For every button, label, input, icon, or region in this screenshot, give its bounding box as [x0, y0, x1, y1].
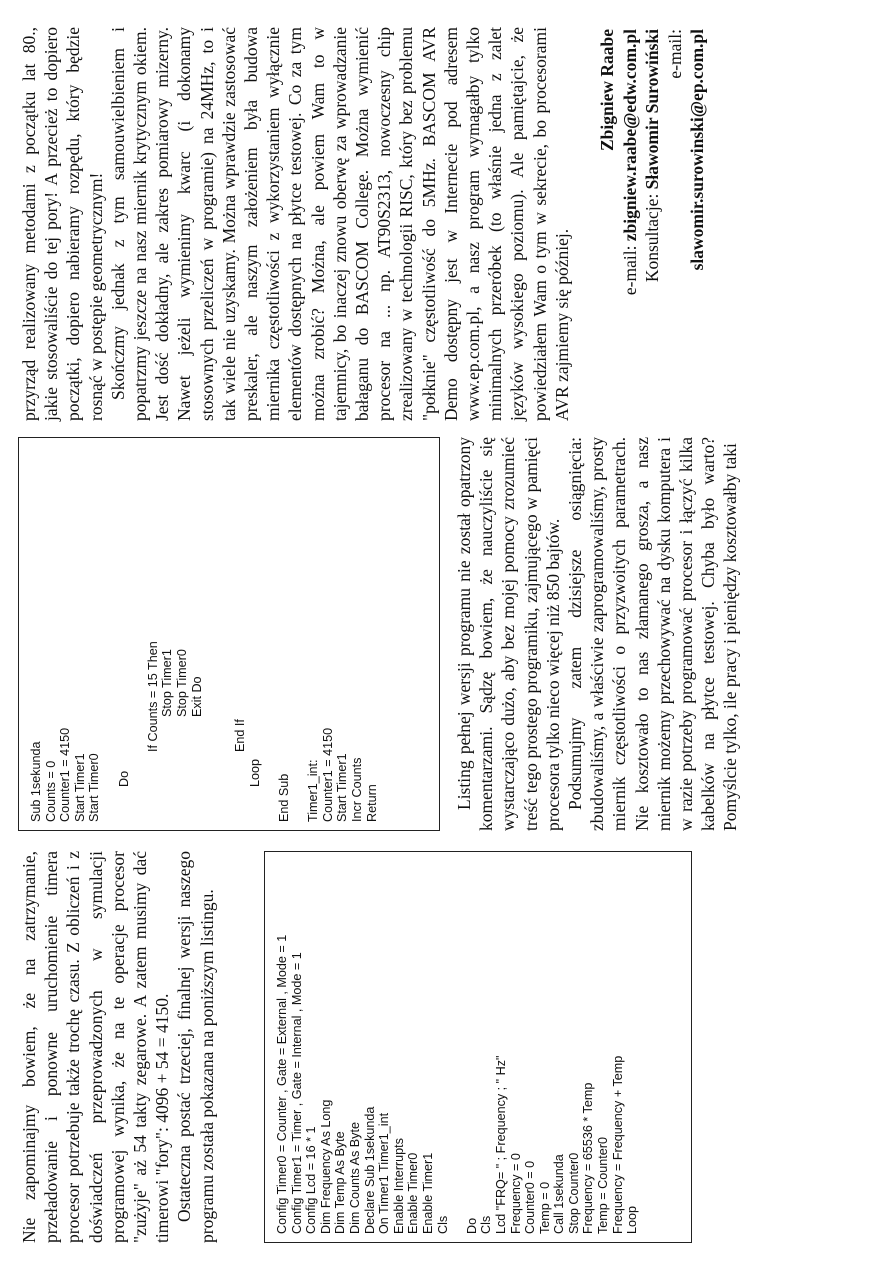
code-line: Frequency = Frequency + Temp: [610, 1055, 625, 1234]
code-line: Do: [116, 770, 131, 822]
code-line: Do: [464, 1217, 479, 1234]
code-line: Cls: [479, 1215, 494, 1234]
code-line: End If: [233, 719, 248, 822]
code-line: Lcd "FRQ= " ; Frequency ; " Hz": [493, 1055, 508, 1234]
paragraph: Skończmy jednak z tym samouwielbieniem i popatrzmy jeszcze na nasz miernik krytycznym okiem. Jest dość dokładny, ale zakres pomiarowy mizerny. Nawet jeżeli wymienimy kwarc (i dokonamy stosownych przeliczeń w programie) na 24MHz, to i tak wiele nie uzyskamy. Można wprawdzie zastosować preskaler, ale naszym założeniem była budowa miernika częstotliwości z wykorzystaniem wyłącznie elementów dostępnych na płytce testowej. Co za tym można zrobić? Można, ale powiem Wam to w tajemnicy, bo inaczej znowu oberwę za wprowadzanie bałaganu do BASCOM College. Można wymienić procesor na ... np. AT90S2313, nowoczesny chip zrealizowany w technologii RISC, który bez problemu "połknie" częstotliwość do 5MHz. BASCOM AVR Demo dostępny jest w Internecie pod adresem www.ep.com.pl, a nasz program wymagałby tylko minimalnych przeróbek (to właśnie jedna z zalet języków wysokiego poziomu). Ale pamiętajcie, że powiedziałem Wam o tym w sekrecie, bo procesorami AVR zajmiemy się później.: [107, 27, 572, 421]
code-line: Enable Interrupts: [391, 1138, 406, 1234]
code-line: [102, 446, 117, 822]
code-line: [450, 860, 465, 1234]
code-line: Sub 1sekunda: [29, 741, 43, 822]
code-line: Dim Temp As Byte: [333, 1131, 348, 1234]
consult-label: Konsultacje:: [642, 189, 663, 283]
code-line: Exit Do: [189, 676, 204, 822]
code-line: Counter1 = 4150: [320, 727, 335, 822]
code-line: [263, 446, 278, 822]
code-line: Start Timer0: [87, 753, 102, 822]
code-line: Stop Timer1: [160, 649, 175, 822]
code-lines: [29, 446, 379, 822]
code-line: Dim Frequency As Long: [318, 1099, 333, 1234]
paragraph: Listing pełnej wersji programu nie został opatrzony komentarzami. Sądzę bowiem, że nauczyliście się wystarczająco dużo, aby bez mojej pomocy zrozumieć treść tego prostego programiku, zajmującego w pamięci procesora tylko nieco więcej niż 850 bajtów.: [454, 437, 563, 831]
paragraph: Podsumujmy zatem dzisiejsze osiągnięcia: zbudowaliśmy, a właściwie zaprogramowaliśmy, prosty miernik częstotliwości o przyzwoitych parametrach. Nie kosztowało to nas złamanego grosza, a nasz miernik możemy przechowywać na dysku komputera i w razie potrzeby programować procesor i łączyć kilka kabelków na płytce testowej. Chyba było warto? Pomyślcie tylko, ile pracy i pieniędzy kosztowałby taki: [565, 437, 741, 831]
code-line: Declare Sub 1sekunda: [362, 1106, 377, 1234]
email-label: e-mail:: [664, 29, 685, 79]
author-email: zbigniew.raabe@edw.com.pl: [619, 29, 640, 242]
code-line: Config Timer1 = Timer , Gate = Internal , Mode = 1: [289, 952, 304, 1234]
email-label: e-mail:: [619, 241, 640, 296]
code-line: Return: [364, 784, 379, 822]
code-line: On Timer1 Timer1_int: [377, 1112, 392, 1234]
code-line: Frequency = 65536 * Temp: [581, 1082, 596, 1234]
author-signature: [596, 29, 709, 299]
paragraph: Ostateczna postać trzeciej, finalnej wersji naszego programu została pokazana na poniższym listingu.: [174, 851, 217, 1243]
code-line: End Sub: [277, 773, 292, 822]
article-column-2: [453, 437, 742, 831]
paragraph: przyrząd realizowany metodami z początku lat 80., jakie stosowaliście do tej pory! A przecież to dopiero początki, dopiero nabieramy rozpędu, który będzie rosnąć w postępie geometrycznym!: [19, 27, 106, 421]
code-listing-subroutine: [18, 437, 440, 831]
code-line: Frequency = 0: [508, 1153, 523, 1234]
code-line: Counts = 0: [43, 760, 58, 822]
code-line: Dim Counts As Byte: [347, 1122, 362, 1234]
code-line: Enable Timer0: [406, 1152, 421, 1234]
code-line: Temp = Counter0: [596, 1137, 611, 1234]
code-line: Stop Counter0: [566, 1152, 581, 1234]
code-line: Counter0 = 0: [523, 1160, 538, 1234]
code-line: [219, 446, 234, 822]
code-line: Call 1sekunda: [552, 1154, 567, 1234]
code-line: [292, 446, 307, 822]
code-line: Stop Timer0: [174, 649, 189, 822]
code-line: [204, 446, 219, 822]
consultant-email: slawomir.surowinski@ep.com.pl: [687, 29, 708, 271]
code-line: Incr Counts: [350, 757, 365, 822]
code-line: If Counts = 15 Then: [145, 641, 160, 822]
code-line: Start Timer1: [72, 753, 87, 822]
code-line: Config Timer0 = Counter , Gate = External , Mode = 1: [275, 934, 289, 1234]
article-column-1: [18, 851, 218, 1243]
code-line: Counter1 = 4150: [58, 727, 73, 822]
consultant-name: Sławomir Surowiński: [642, 29, 663, 190]
code-line: Config Lcd = 16 * 1: [304, 1126, 319, 1234]
code-line: Loop: [247, 758, 262, 822]
article-column-3: [18, 27, 573, 421]
code-line: Loop: [625, 1205, 640, 1234]
author-name: Zbigniew Raabe: [597, 29, 617, 152]
code-line: Start Timer1: [335, 753, 350, 822]
code-lines: [275, 860, 640, 1234]
code-line: Temp = 0: [537, 1181, 552, 1234]
code-listing-main: [264, 851, 692, 1243]
code-line: [131, 446, 146, 822]
paragraph: Nie zapominajmy bowiem, że na zatrzymanie, przeładowanie i ponowne uruchomienie timera procesor potrzebuje także trochę czasu. Z obliczeń i z doświadczeń przeprowadzonych w symulacji programowej wynika, że na te operacje procesor "zużyje" aż 54 takty zegarowe. A zatem musimy dać timerowi "fory": 4096 + 54 = 4150.: [19, 851, 173, 1243]
code-line: Timer1_int:: [306, 759, 321, 822]
code-line: Enable Timer1: [420, 1152, 435, 1234]
code-line: Cls: [435, 1215, 450, 1234]
